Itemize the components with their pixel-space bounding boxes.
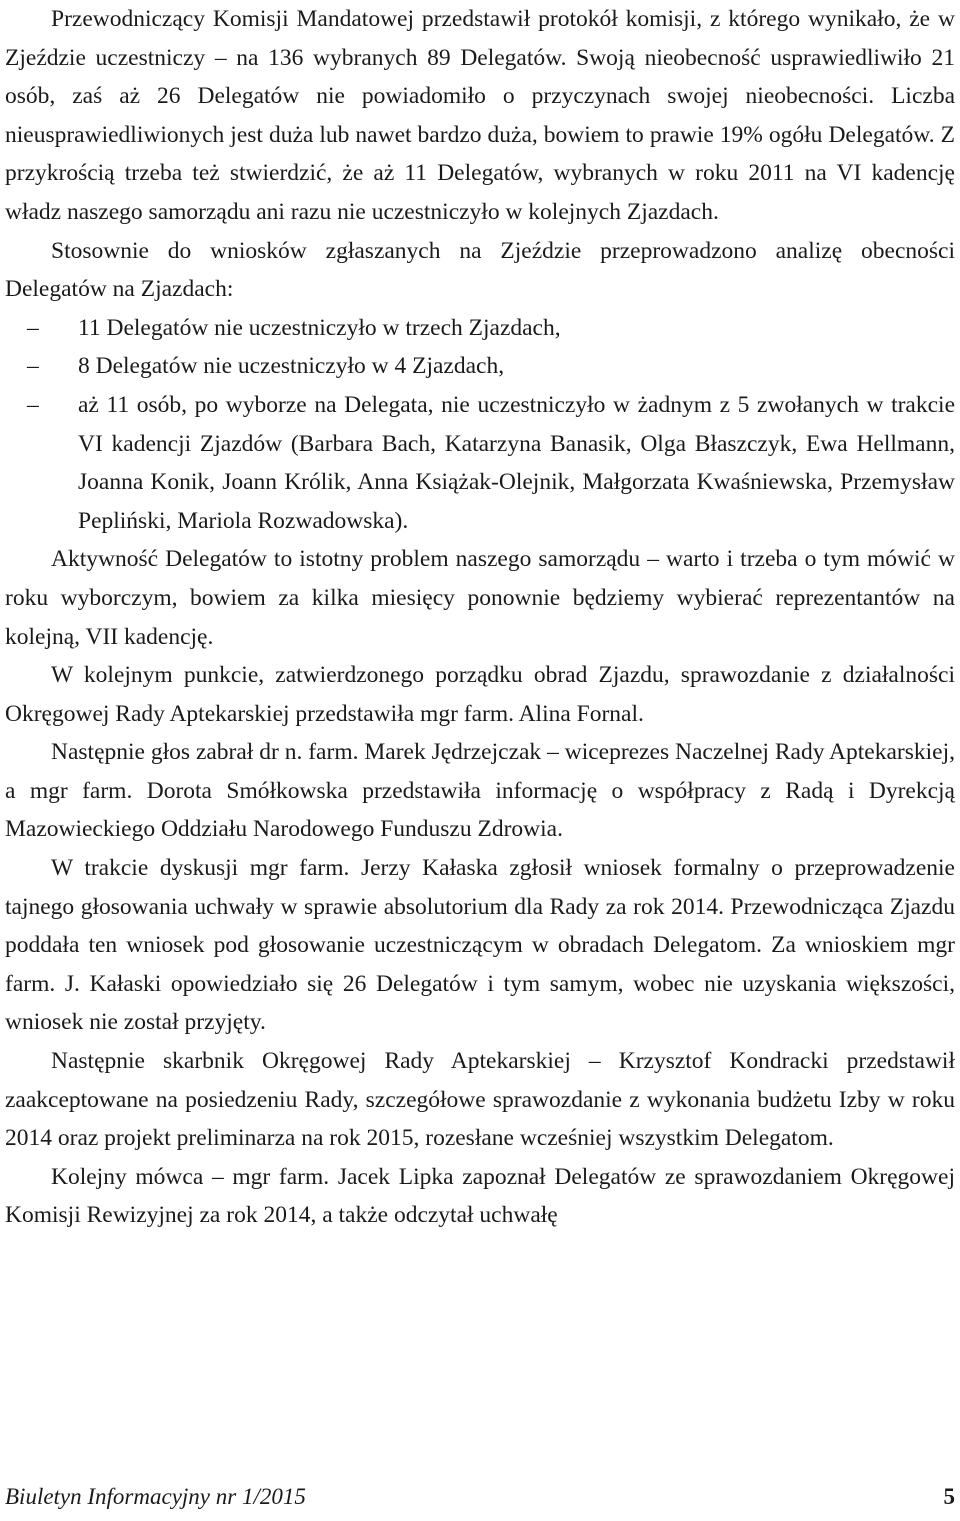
list-item [5, 347, 955, 386]
document-page [5, 0, 955, 1235]
page-number: 5 [943, 1484, 955, 1509]
paragraph: Aktywność Delegatów to istotny problem naszego samorządu – warto i trzeba o tym mówić w roku wyborczym, bowiem za kilka miesięcy ponownie będziemy wybierać reprezentantów na kolejną, VII kadencję. [5, 546, 955, 650]
list-item-text: 8 Delegatów nie uczestniczyło w 4 Zjazdach, [78, 353, 505, 380]
dash-bullet: – [27, 314, 39, 341]
paragraph: Następnie skarbnik Okręgowej Rady Aptekarskiej – Krzysztof Kondracki przedstawił zaakceptowane na posiedzeniu Rady, szczegółowe sprawozdanie z wykonania budżetu Izby w roku 2014 oraz projekt preliminarza na rok 2015, rozesłane wcześniej wszystkim Delegatom. [5, 1048, 955, 1152]
dash-bullet: – [27, 353, 39, 380]
list-item [5, 309, 955, 348]
paragraph: W trakcie dyskusji mgr farm. Jerzy Kałaska zgłosił wniosek formalny o przeprowadzenie tajnego głosowania uchwały w sprawie absolutorium dla Rady za rok 2014. Przewodnicząca Zjazdu poddała ten wniosek pod głosowanie uczestniczącym w obradach Delegatom. Za wnioskiem mgr farm. J. Kałaski opowiedziało się 26 Delegatów i tym samym, wobec nie uzyskania większości, wniosek nie został przyjęty. [5, 855, 955, 1036]
absence-list [5, 309, 955, 541]
paragraph: Kolejny mówca – mgr farm. Jacek Lipka zapoznał Delegatów ze sprawozdaniem Okręgowej Komisji Rewizyjnej za rok 2014, a także odczytał uchwałę [5, 1163, 955, 1229]
paragraph: W kolejnym punkcie, zatwierdzonego porządku obrad Zjazdu, sprawozdanie z działalności Okręgowej Rady Aptekarskiej przedstawiła mgr farm. Alina Fornal. [5, 662, 955, 727]
paragraph: Przewodniczący Komisji Mandatowej przedstawił protokół komisji, z którego wynikało, że w Zjeździe uczestniczy – na 136 wybranych 89 Delegatów. Swoją nieobecność usprawiedliwiło 21 osób, zaś aż 26 Delegatów nie powiadomiło o przyczynach swojej nieobecności. Liczba nieusprawiedliwionych jest duża lub nawet bardzo duża, bowiem to prawie 19% ogółu Delegatów. Z przykrością trzeba też stwierdzić, że aż 11 Delegatów, wybranych w roku 2011 na VI kadencję władz naszego samorządu ani razu nie uczestniczyło w kolejnych Zjazdach. [5, 6, 955, 225]
page-footer [5, 1484, 955, 1518]
dash-bullet: – [27, 391, 39, 418]
list-intro: Stosownie do wniosków zgłaszanych na Zjeździe przeprowadzono analizę obecności Delegatów na Zjazdach: [5, 237, 955, 303]
list-item [5, 386, 955, 540]
paragraph: Następnie głos zabrał dr n. farm. Marek Jędrzejczak – wiceprezes Naczelnej Rady Aptekarskiej, a mgr farm. Dorota Smółkowska przedstawiła informację o współpracy z Radą i Dyrekcją Mazowieckiego Oddziału Narodowego Funduszu Zdrowia. [5, 739, 955, 843]
list-item-text: aż 11 osób, po wyborze na Delegata, nie uczestniczyło w żadnym z 5 zwołanych w trakcie VI kadencji Zjazdów (Barbara Bach, Katarzyna Banasik, Olga Błaszczyk, Ewa Hellmann, Joanna Konik, Joann Królik, Anna Książak-Olejnik, Małgorzata Kwaśniewska, Przemysław Pepliński, Mariola Rozwadowska). [78, 391, 955, 534]
publication-title: Biuletyn Informacyjny nr 1/2015 [5, 1484, 306, 1509]
list-item-text: 11 Delegatów nie uczestniczyło w trzech Zjazdach, [78, 314, 561, 341]
